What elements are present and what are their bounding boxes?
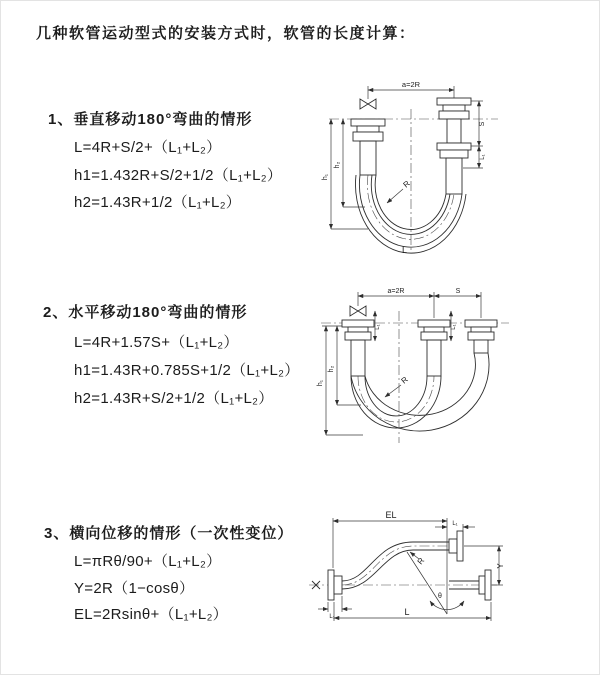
dim-label-r: R [401, 178, 412, 190]
upper-right-flange-assembly [449, 531, 463, 561]
middle-flange-assembly [418, 320, 450, 376]
dim-label-y: Y [496, 563, 505, 569]
dim-label-l: L [401, 245, 407, 255]
radius-callout [385, 375, 410, 397]
dim-label-r: R [415, 556, 427, 567]
dim-label-h1: h₁ [317, 379, 324, 387]
formula-line: L=4R+S/2+（L₁+L₂） [74, 139, 222, 156]
dim-l [334, 602, 491, 621]
dim-label-l1: L₁ [480, 154, 486, 160]
dim-label-l1: L₁ [451, 324, 457, 330]
braided-hose-section [446, 158, 462, 194]
dim-label-r: R [399, 374, 410, 386]
formula-line: L=4R+1.57S+（L₁+L₂） [74, 334, 239, 351]
dim-label-a2r: a=2R [387, 288, 405, 295]
dim-label-h2: h₂ [334, 161, 341, 169]
formula-line: h2=1.43R+1/2（L₁+L₂） [74, 194, 242, 211]
dim-label-l1: L₁ [375, 324, 381, 330]
section-2-heading: 2、水平移动180°弯曲的情形 [43, 304, 248, 321]
dim-l1-middle [451, 311, 457, 341]
left-flange-assembly [342, 320, 374, 376]
dim-h1-h2 [317, 326, 363, 435]
dim-label-s: S [455, 288, 461, 295]
dim-label-l1: L₁ [329, 614, 335, 620]
formula-line: EL=2Rsinθ+（L₁+L₂） [74, 606, 228, 623]
dim-label-h1: h₁ [322, 173, 329, 181]
formula-line: h2=1.43R+S/2+1/2（L₁+L₂） [74, 390, 274, 407]
dim-label-theta: θ [438, 593, 442, 600]
dim-a2r [368, 80, 454, 99]
dim-label-a2r: a=2R [401, 80, 421, 89]
formula-line: h1=1.43R+0.785S+1/2（L₁+L₂） [74, 362, 300, 379]
section-3-heading: 3、横向位移的情形（一次性变位） [44, 525, 294, 542]
hose-s-curve [342, 542, 449, 589]
valve-icon [360, 99, 376, 109]
formula-line: L=πRθ/90+（L₁+L₂） [74, 553, 222, 570]
right-flange-assembly [437, 98, 471, 194]
dim-label-l: L [404, 607, 410, 617]
left-flange-assembly [351, 119, 385, 175]
dim-label-h2: h₂ [328, 365, 335, 373]
hose-loop [351, 353, 489, 431]
dim-label-l1: L₁ [452, 521, 458, 527]
dim-a2r [358, 288, 481, 318]
dim-label-el: EL [385, 510, 397, 520]
section-1-heading: 1、垂直移动180°弯曲的情形 [48, 111, 253, 128]
dim-l1-left [318, 596, 352, 620]
braided-hose-section [427, 340, 441, 376]
braided-hose-section [351, 340, 365, 376]
valve-icon [350, 306, 366, 316]
diagram-vertical-bend [313, 79, 589, 259]
left-flange-assembly [328, 570, 342, 600]
right-flange-assembly [465, 320, 497, 353]
dim-l1-right [435, 521, 475, 531]
dim-l1-left [375, 311, 381, 341]
formula-line: Y=2R（1−cosθ） [74, 580, 195, 597]
dim-label-s: S [479, 121, 486, 127]
formula-line: h1=1.432R+S/2+1/2（L₁+L₂） [74, 167, 283, 184]
page-title: 几种软管运动型式的安装方式时，软管的长度计算： [36, 25, 416, 42]
radius-callout [410, 552, 426, 566]
diagram-lateral-displacement [301, 506, 599, 641]
braided-hose-section [360, 141, 376, 175]
dim-el [333, 510, 447, 614]
radius-callout [387, 179, 412, 203]
diagram-horizontal-bend [313, 283, 595, 459]
